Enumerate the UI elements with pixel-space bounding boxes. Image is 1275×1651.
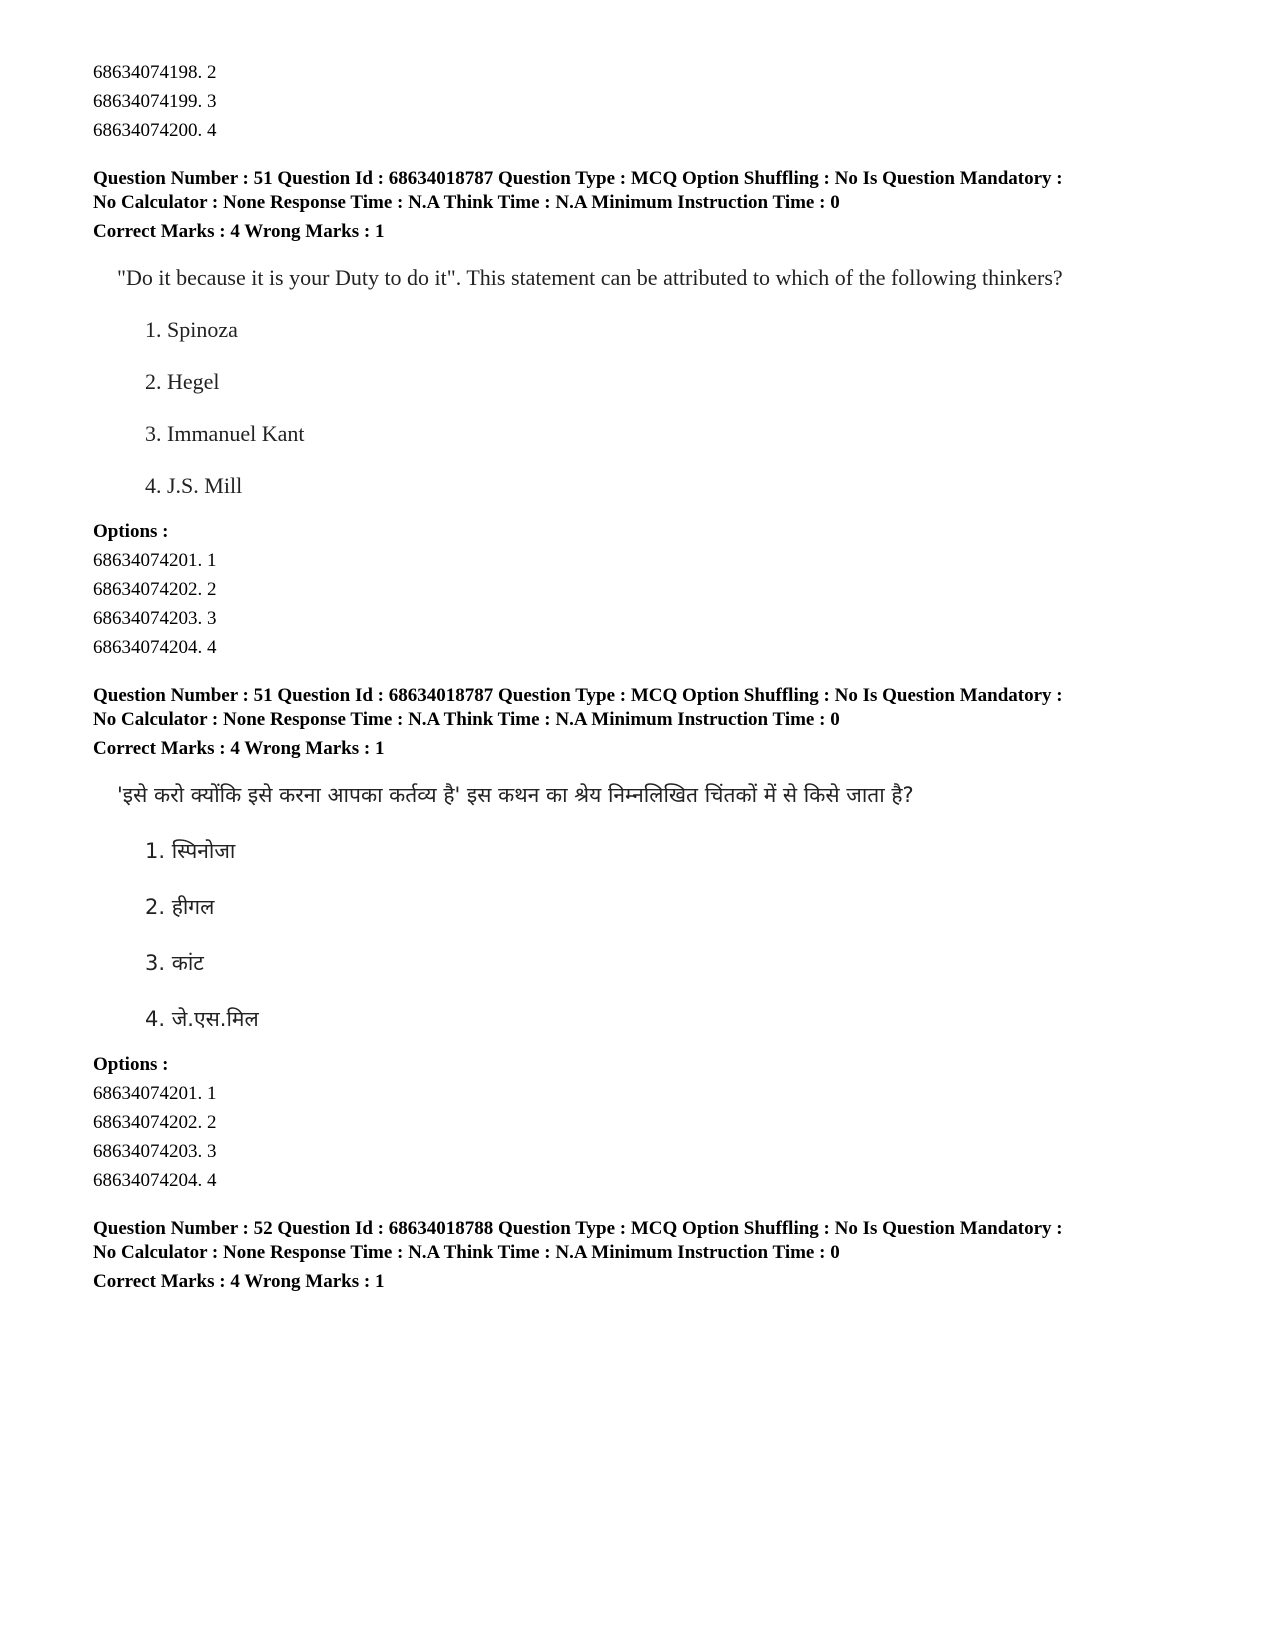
option-id-line: 68634074202. 2: [93, 1112, 217, 1133]
document-page: [93, 58, 1213, 1295]
answer-choice: 1. Spinoza: [145, 317, 238, 342]
question-marks: Correct Marks : 4 Wrong Marks : 1: [93, 1271, 385, 1292]
question-marks: Correct Marks : 4 Wrong Marks : 1: [93, 738, 385, 759]
question-block-52: [93, 1217, 1213, 1295]
question-header-line2: No Calculator : None Response Time : N.A Think Time : N.A Minimum Instruction Time : 0: [93, 192, 840, 213]
question-header-line1: Question Number : 51 Question Id : 68634018787 Question Type : MCQ Option Shuffling : No Is Question Mandatory :: [93, 685, 1063, 706]
answer-choice: 2. हीगल: [145, 895, 215, 919]
answer-choice: 2. Hegel: [145, 369, 220, 394]
question-content: [117, 263, 1213, 501]
question-text: "Do it because it is your Duty to do it". This statement can be attributed to which of the following thinkers?: [117, 265, 1063, 290]
option-id-line: 68634074203. 3: [93, 1141, 217, 1162]
question-content: [117, 780, 1213, 1034]
option-id-line: 68634074199. 3: [93, 91, 217, 112]
previous-options-list: [93, 58, 1213, 145]
answer-choice: 4. जे.एस.मिल: [145, 1007, 259, 1031]
question-block-51-english: [93, 167, 1213, 662]
question-header-line1: Question Number : 51 Question Id : 68634018787 Question Type : MCQ Option Shuffling : No Is Question Mandatory :: [93, 168, 1063, 189]
options-list: [93, 517, 1213, 662]
question-text: 'इसे करो क्योंकि इसे करना आपका कर्तव्य है' इस कथन का श्रेय निम्नलिखित चिंतकों में से किसे जाता है?: [117, 783, 914, 807]
options-label: Options :: [93, 521, 169, 542]
answer-choice: 1. स्पिनोजा: [145, 839, 236, 863]
options-label: Options :: [93, 1054, 169, 1075]
question-marks: Correct Marks : 4 Wrong Marks : 1: [93, 221, 385, 242]
option-id-line: 68634074201. 1: [93, 1083, 217, 1104]
option-id-line: 68634074198. 2: [93, 62, 217, 83]
option-id-line: 68634074204. 4: [93, 1170, 217, 1191]
question-block-51-hindi: [93, 684, 1213, 1195]
answer-choice: 3. कांट: [145, 951, 204, 975]
option-id-line: 68634074200. 4: [93, 120, 217, 141]
answer-choice: 3. Immanuel Kant: [145, 421, 305, 446]
answer-choice: 4. J.S. Mill: [145, 473, 243, 498]
option-id-line: 68634074201. 1: [93, 550, 217, 571]
options-list: [93, 1050, 1213, 1195]
option-id-line: 68634074202. 2: [93, 579, 217, 600]
option-id-line: 68634074204. 4: [93, 637, 217, 658]
option-id-line: 68634074203. 3: [93, 608, 217, 629]
question-header-line1: Question Number : 52 Question Id : 68634018788 Question Type : MCQ Option Shuffling : No Is Question Mandatory :: [93, 1218, 1063, 1239]
question-header-line2: No Calculator : None Response Time : N.A Think Time : N.A Minimum Instruction Time : 0: [93, 1242, 840, 1263]
question-header-line2: No Calculator : None Response Time : N.A Think Time : N.A Minimum Instruction Time : 0: [93, 709, 840, 730]
